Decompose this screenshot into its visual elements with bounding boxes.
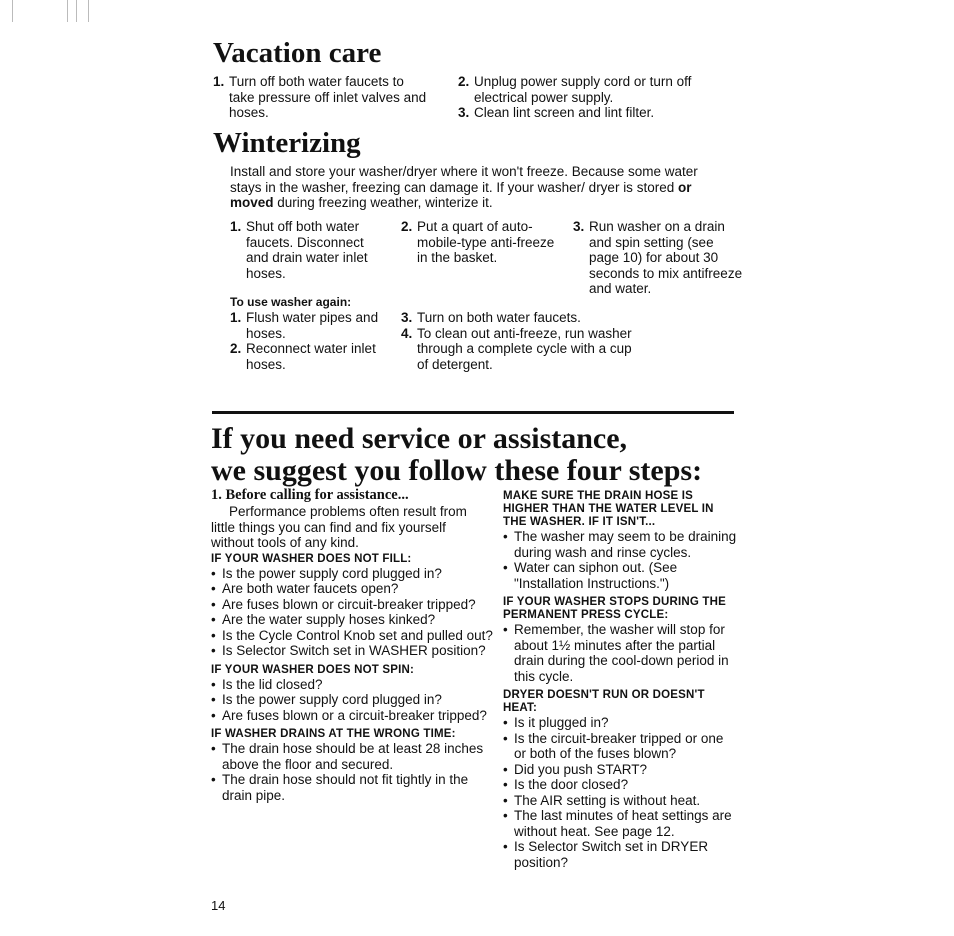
bullet-icon: • bbox=[503, 560, 508, 575]
bullet-icon: • bbox=[503, 808, 508, 823]
numbered-item bbox=[401, 219, 561, 266]
list-item bbox=[211, 692, 501, 708]
troubleshoot-heading: IF WASHER DRAINS AT THE WRONG TIME: bbox=[211, 728, 456, 740]
item-text: Are fuses blown or a circuit-breaker tripped? bbox=[222, 707, 487, 723]
numbered-item bbox=[401, 310, 641, 326]
bullet-icon: • bbox=[503, 839, 508, 854]
item-text: Run washer on a drain and spin setting (see page 10) for about 30 seconds to mix antifreeze and water. bbox=[589, 219, 743, 296]
troubleshoot-heading: IF YOUR WASHER STOPS DURING THE PERMANENT PRESS CYCLE: bbox=[503, 596, 727, 621]
list-item bbox=[211, 581, 501, 597]
bullet-icon: • bbox=[211, 772, 216, 787]
list-item bbox=[503, 777, 738, 793]
page-number: 14 bbox=[211, 898, 226, 913]
item-text: To clean out anti-freeze, run washer through a complete cycle with a cup of detergent. bbox=[417, 325, 632, 372]
service-left-column bbox=[211, 486, 501, 803]
list-item bbox=[503, 808, 738, 839]
item-text: Did you push START? bbox=[514, 761, 648, 777]
item-text: Is the power supply cord plugged in? bbox=[222, 692, 442, 707]
item-text: The last minutes of heat settings are without heat. See page 12. bbox=[514, 808, 732, 839]
troubleshoot-list bbox=[211, 741, 501, 803]
bullet-icon: • bbox=[211, 581, 216, 596]
list-item bbox=[211, 741, 501, 772]
numbered-item bbox=[230, 219, 390, 281]
bullet-icon: • bbox=[211, 676, 216, 692]
item-text: Shut off both water faucets. Disconnect and drain water inlet hoses. bbox=[246, 219, 368, 281]
bullet-icon: • bbox=[503, 761, 508, 777]
list-item bbox=[503, 793, 738, 809]
use-again-list-col1 bbox=[230, 310, 385, 372]
use-again-list-col2 bbox=[401, 310, 641, 372]
troubleshoot-list bbox=[503, 622, 738, 684]
item-number: 3. bbox=[573, 219, 585, 234]
item-text: Clean lint screen and lint filter. bbox=[474, 105, 655, 120]
winterizing-title: Winterizing bbox=[213, 127, 361, 159]
service-intro: Performance problems often result from little things you can find and fix yourself without tools of any kind. bbox=[211, 504, 467, 550]
bullet-icon: • bbox=[211, 741, 216, 756]
troubleshoot-heading: DRYER DOESN'T RUN OR DOESN'T HEAT: bbox=[503, 689, 705, 714]
bullet-icon: • bbox=[503, 622, 508, 637]
winterizing-intro bbox=[230, 164, 715, 211]
list-item bbox=[503, 839, 738, 870]
list-item bbox=[211, 628, 501, 644]
list-item bbox=[211, 612, 501, 628]
item-text: The drain hose should be at least 28 inches above the floor and secured. bbox=[222, 741, 484, 772]
list-item bbox=[211, 772, 501, 803]
bullet-icon: • bbox=[211, 692, 216, 707]
list-item bbox=[211, 708, 501, 724]
troubleshoot-list bbox=[211, 566, 501, 659]
item-text: Is the door closed? bbox=[514, 777, 629, 792]
vacation-list-col2 bbox=[458, 74, 708, 121]
item-text: Is the circuit-breaker tripped or one or both of the fuses blown? bbox=[514, 730, 724, 761]
numbered-item bbox=[230, 310, 385, 341]
item-number: 3. bbox=[401, 310, 413, 325]
intro-text: during freezing weather, winterize it. bbox=[273, 195, 493, 210]
item-text: The AIR setting is without heat. bbox=[514, 792, 701, 808]
item-text: Is the Cycle Control Knob set and pulled out? bbox=[222, 627, 493, 643]
right-troubleshooting-groups bbox=[503, 488, 738, 870]
item-number: 2. bbox=[230, 341, 242, 356]
numbered-item bbox=[573, 219, 743, 297]
section-divider bbox=[212, 411, 734, 414]
item-number: 2. bbox=[401, 219, 413, 234]
scan-mark bbox=[12, 0, 13, 22]
bullet-icon: • bbox=[211, 627, 216, 643]
vacation-title: Vacation care bbox=[213, 37, 382, 69]
list-item bbox=[503, 731, 738, 762]
list-item bbox=[211, 566, 501, 582]
item-text: Is the lid closed? bbox=[222, 676, 323, 692]
item-text: Are fuses blown or circuit-breaker tripped? bbox=[222, 596, 476, 612]
item-number: 4. bbox=[401, 325, 413, 341]
bullet-icon: • bbox=[503, 792, 508, 808]
bullet-icon: • bbox=[503, 730, 508, 746]
item-number: 2. bbox=[458, 74, 470, 89]
troubleshoot-heading: MAKE SURE THE DRAIN HOSE IS HIGHER THAN THE WATER LEVEL IN THE WASHER. IF IT ISN'T... bbox=[503, 490, 714, 528]
item-text: Is Selector Switch set in DRYER position? bbox=[514, 839, 709, 870]
bullet-icon: • bbox=[211, 643, 216, 658]
item-number: 1. bbox=[213, 74, 225, 89]
numbered-item bbox=[458, 105, 708, 121]
scan-mark bbox=[88, 0, 89, 22]
service-title-line2: we suggest you follow these four steps: bbox=[211, 454, 703, 487]
item-text: The washer may seem to be draining during wash and rinse cycles. bbox=[514, 529, 737, 560]
winter-step-3 bbox=[573, 219, 743, 297]
list-item bbox=[503, 622, 738, 684]
item-text: Flush water pipes and hoses. bbox=[246, 310, 379, 341]
item-text: Water can siphon out. (See "Installation Instructions.") bbox=[514, 560, 678, 591]
bullet-icon: • bbox=[211, 612, 216, 627]
item-text: Is it plugged in? bbox=[514, 715, 609, 730]
list-item bbox=[503, 762, 738, 778]
item-number: 1. bbox=[230, 219, 242, 234]
item-text: Turn off both water faucets to take pressure off inlet valves and hoses. bbox=[229, 74, 427, 120]
item-number: 1. bbox=[230, 310, 242, 325]
vacation-list-col1 bbox=[213, 74, 433, 121]
item-text: The drain hose should not fit tightly in the drain pipe. bbox=[222, 772, 469, 803]
item-text: Are both water faucets open? bbox=[222, 581, 399, 596]
left-troubleshooting-groups bbox=[211, 553, 501, 804]
numbered-item bbox=[213, 74, 433, 121]
numbered-item bbox=[401, 326, 641, 373]
list-item bbox=[211, 597, 501, 613]
troubleshoot-list bbox=[211, 677, 501, 724]
service-title-line1: If you need service or assistance, bbox=[211, 422, 628, 455]
troubleshoot-heading: IF YOUR WASHER DOES NOT FILL: bbox=[211, 552, 412, 565]
numbered-item bbox=[230, 341, 385, 372]
item-text: Is Selector Switch set in WASHER position? bbox=[222, 643, 486, 658]
item-text: Unplug power supply cord or turn off electrical power supply. bbox=[474, 74, 692, 105]
bullet-icon: • bbox=[211, 565, 216, 581]
intro-text: Install and store your washer/dryer where it won't freeze. Because some water stays in the washer, freezing can damage it. If your washer/ dryer is stored bbox=[230, 164, 698, 195]
list-item bbox=[503, 560, 738, 591]
item-text: Put a quart of auto-mobile-type anti-freeze in the basket. bbox=[417, 219, 555, 265]
troubleshoot-list bbox=[503, 529, 738, 591]
list-item bbox=[211, 677, 501, 693]
item-text: Reconnect water inlet hoses. bbox=[246, 341, 376, 372]
numbered-item bbox=[458, 74, 708, 105]
use-again-heading: To use washer again: bbox=[230, 295, 352, 309]
bullet-icon: • bbox=[503, 777, 508, 792]
scan-mark bbox=[67, 0, 68, 22]
intro-bold: or moved bbox=[230, 179, 692, 210]
list-item bbox=[211, 643, 501, 659]
list-item bbox=[503, 715, 738, 731]
step-heading: 1. Before calling for assistance... bbox=[211, 487, 409, 503]
winter-step-2 bbox=[401, 219, 561, 266]
scan-mark bbox=[76, 0, 77, 22]
winter-step-1 bbox=[230, 219, 390, 281]
bullet-icon: • bbox=[503, 529, 508, 544]
item-text: Turn on both water faucets. bbox=[417, 310, 581, 325]
item-text: Are the water supply hoses kinked? bbox=[222, 612, 436, 627]
bullet-icon: • bbox=[211, 707, 216, 723]
item-text: Is the power supply cord plugged in? bbox=[222, 565, 442, 581]
bullet-icon: • bbox=[211, 596, 216, 612]
troubleshoot-list bbox=[503, 715, 738, 870]
troubleshoot-heading: IF YOUR WASHER DOES NOT SPIN: bbox=[211, 663, 415, 676]
item-number: 3. bbox=[458, 105, 470, 120]
list-item bbox=[503, 529, 738, 560]
item-text: Remember, the washer will stop for about 1½ minutes after the partial drain during the cool-down period in this cycle. bbox=[514, 622, 729, 684]
bullet-icon: • bbox=[503, 715, 508, 730]
